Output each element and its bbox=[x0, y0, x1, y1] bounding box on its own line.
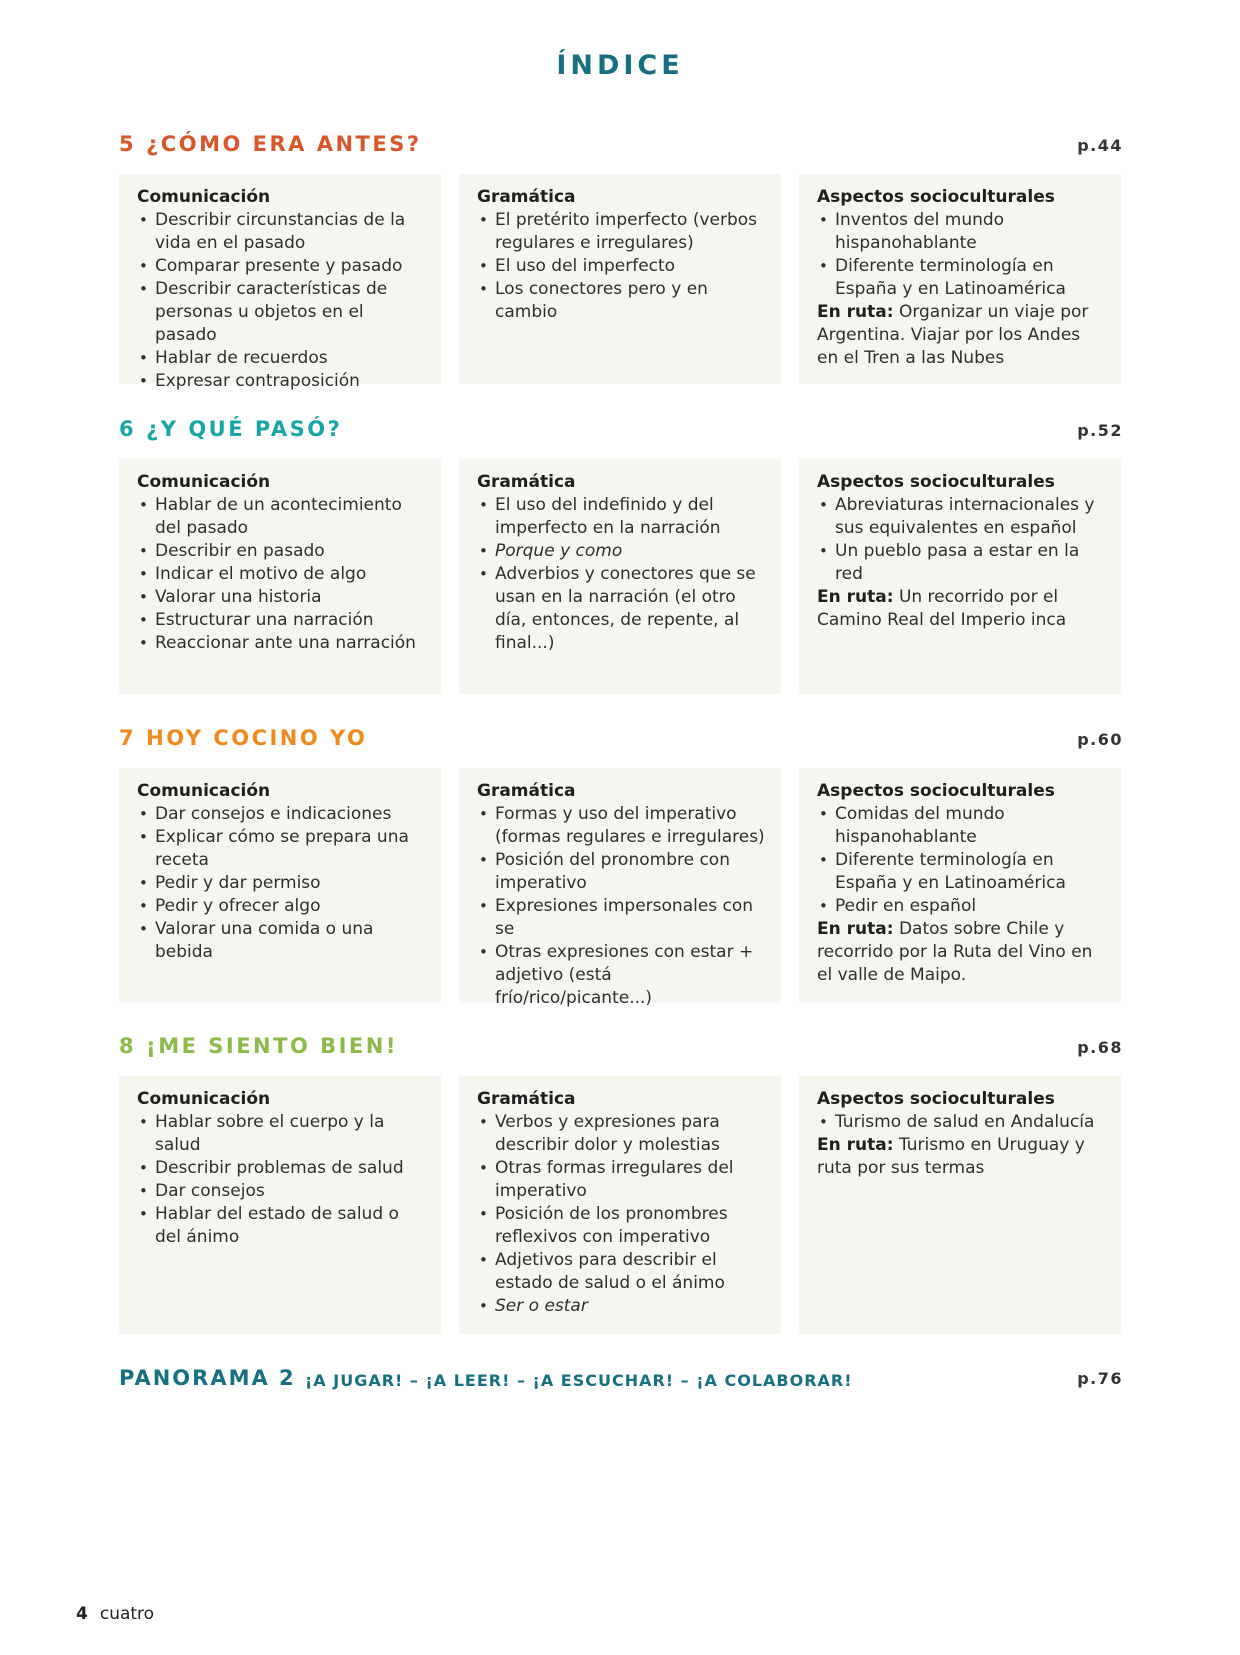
list-item: • El pretérito imperfecto (verbos regulares e irregulares) bbox=[477, 209, 765, 255]
item-list bbox=[817, 209, 1105, 301]
list-item: • Describir en pasado bbox=[137, 540, 425, 563]
comunicacion-box bbox=[119, 1076, 441, 1334]
box-heading: Aspectos socioculturales bbox=[817, 187, 1055, 207]
list-item: • Reaccionar ante una narración bbox=[137, 632, 425, 655]
item-list bbox=[477, 1111, 765, 1318]
unit-header bbox=[119, 722, 1121, 762]
gramatica-box bbox=[459, 1076, 781, 1334]
list-item: • Otras formas irregulares del imperativo bbox=[477, 1157, 765, 1203]
item-list bbox=[137, 209, 425, 393]
box-heading: Comunicación bbox=[137, 187, 271, 207]
item-list bbox=[477, 803, 765, 1010]
comunicacion-box bbox=[119, 174, 441, 391]
box-heading: Comunicación bbox=[137, 781, 271, 801]
list-item: • Verbos y expresiones para describir dolor y molestias bbox=[477, 1111, 765, 1157]
list-item: • Posición de los pronombres reflexivos con imperativo bbox=[477, 1203, 765, 1249]
unit-6 bbox=[119, 413, 1123, 653]
list-item: • Valorar una historia bbox=[137, 586, 425, 609]
box-heading: Gramática bbox=[477, 472, 576, 492]
list-item: • Posición del pronombre con imperativo bbox=[477, 849, 765, 895]
unit-page-ref[interactable]: p.68 bbox=[1077, 1038, 1123, 1057]
list-item: • Pedir y ofrecer algo bbox=[137, 895, 425, 918]
unit-7 bbox=[119, 722, 1123, 1008]
unit-title[interactable] bbox=[119, 726, 367, 750]
list-item: • Dar consejos bbox=[137, 1180, 425, 1203]
panorama-title[interactable]: PANORAMA 2 bbox=[119, 1366, 296, 1390]
box-heading: Gramática bbox=[477, 187, 576, 207]
list-item: • Adjetivos para describir el estado de salud o el ánimo bbox=[477, 1249, 765, 1295]
list-item: • El uso del indefinido y del imperfecto en la narración bbox=[477, 494, 765, 540]
list-item: • Describir características de personas u objetos en el pasado bbox=[137, 278, 425, 347]
en-ruta bbox=[817, 586, 1105, 632]
item-list bbox=[817, 803, 1105, 918]
list-item: • Comidas del mundo hispanohablante bbox=[817, 803, 1105, 849]
socioculturales-box bbox=[799, 1076, 1121, 1334]
panorama-subtitle: ¡A JUGAR! – ¡A LEER! – ¡A ESCUCHAR! – ¡A COLABORAR! bbox=[305, 1371, 853, 1390]
page-word: cuatro bbox=[99, 1604, 155, 1624]
list-item: • Hablar de recuerdos bbox=[137, 347, 425, 370]
page-number: 4 bbox=[76, 1604, 88, 1624]
unit-title-text: ¡ME SIENTO BIEN! bbox=[146, 1034, 398, 1058]
page-title: ÍNDICE bbox=[556, 50, 684, 81]
unit-page-ref[interactable]: p.52 bbox=[1077, 421, 1123, 440]
en-ruta bbox=[817, 301, 1105, 370]
socioculturales-box bbox=[799, 459, 1121, 694]
en-ruta-label: En ruta: bbox=[817, 1135, 894, 1155]
item-list bbox=[477, 209, 765, 324]
list-item: • Los conectores pero y en cambio bbox=[477, 278, 765, 324]
en-ruta-text: Turismo en Uruguay y ruta por sus termas bbox=[817, 1135, 1085, 1178]
item-list bbox=[477, 494, 765, 655]
list-item: • Pedir en español bbox=[817, 895, 1105, 918]
list-item: • Otras expresiones con estar + adjetivo (está frío/rico/picante...) bbox=[477, 941, 765, 1010]
unit-title-text: ¿Y QUÉ PASÓ? bbox=[146, 417, 343, 441]
list-item: • Indicar el motivo de algo bbox=[137, 563, 425, 586]
socioculturales-box bbox=[799, 768, 1121, 1003]
list-item: • Turismo de salud en Andalucía bbox=[817, 1111, 1105, 1134]
en-ruta-label: En ruta: bbox=[817, 919, 894, 939]
en-ruta-text: Un recorrido por el Camino Real del Imperio inca bbox=[817, 587, 1067, 630]
box-heading: Aspectos socioculturales bbox=[817, 472, 1055, 492]
item-list bbox=[137, 494, 425, 655]
list-item: • Describir problemas de salud bbox=[137, 1157, 425, 1180]
unit-header bbox=[119, 413, 1121, 453]
unit-8 bbox=[119, 1030, 1123, 1316]
list-item: • Expresiones impersonales con se bbox=[477, 895, 765, 941]
list-item: • Inventos del mundo hispanohablante bbox=[817, 209, 1105, 255]
socioculturales-box bbox=[799, 174, 1121, 384]
list-item: • Porque y como bbox=[477, 540, 765, 563]
unit-number: 8 bbox=[119, 1034, 137, 1058]
list-item: • Hablar sobre el cuerpo y la salud bbox=[137, 1111, 425, 1157]
list-item: • Describir circunstancias de la vida en el pasado bbox=[137, 209, 425, 255]
list-item: • Diferente terminología en España y en Latinoamérica bbox=[817, 849, 1105, 895]
item-list bbox=[817, 1111, 1105, 1134]
list-item: • Hablar del estado de salud o del ánimo bbox=[137, 1203, 425, 1249]
list-item: • Explicar cómo se prepara una receta bbox=[137, 826, 425, 872]
gramatica-box bbox=[459, 174, 781, 384]
list-item: • Un pueblo pasa a estar en la red bbox=[817, 540, 1105, 586]
en-ruta-text: Datos sobre Chile y recorrido por la Ruta del Vino en el valle de Maipo. bbox=[817, 919, 1093, 985]
list-item: • Expresar contraposición bbox=[137, 370, 425, 393]
box-heading: Comunicación bbox=[137, 1089, 271, 1109]
panorama-2 bbox=[119, 1366, 1121, 1396]
unit-page-ref[interactable]: p.44 bbox=[1077, 136, 1123, 155]
unit-number: 6 bbox=[119, 417, 137, 441]
comunicacion-box bbox=[119, 459, 441, 694]
item-list bbox=[137, 803, 425, 964]
box-heading: Gramática bbox=[477, 1089, 576, 1109]
unit-title-text: HOY COCINO YO bbox=[146, 726, 368, 750]
unit-5 bbox=[119, 128, 1123, 391]
list-item: • Formas y uso del imperativo (formas regulares e irregulares) bbox=[477, 803, 765, 849]
comunicacion-box bbox=[119, 768, 441, 1003]
box-heading: Comunicación bbox=[137, 472, 271, 492]
en-ruta-label: En ruta: bbox=[817, 302, 894, 322]
en-ruta-text: Organizar un viaje por Argentina. Viajar por los Andes en el Tren a las Nubes bbox=[817, 302, 1089, 368]
item-list bbox=[137, 1111, 425, 1249]
list-item: • Ser o estar bbox=[477, 1295, 765, 1318]
unit-header bbox=[119, 1030, 1121, 1070]
gramatica-box bbox=[459, 459, 781, 694]
list-item: • Estructurar una narración bbox=[137, 609, 425, 632]
unit-title[interactable] bbox=[119, 1034, 398, 1058]
en-ruta bbox=[817, 918, 1105, 987]
panorama-page-ref[interactable]: p.76 bbox=[1077, 1369, 1123, 1388]
box-heading: Aspectos socioculturales bbox=[817, 1089, 1055, 1109]
list-item: • Comparar presente y pasado bbox=[137, 255, 425, 278]
en-ruta-label: En ruta: bbox=[817, 587, 894, 607]
unit-title[interactable] bbox=[119, 417, 342, 441]
list-item: • Adverbios y conectores que se usan en la narración (el otro día, entonces, de repente, al final...) bbox=[477, 563, 765, 655]
unit-title[interactable] bbox=[119, 132, 422, 156]
list-item: • El uso del imperfecto bbox=[477, 255, 765, 278]
page-footer bbox=[76, 1604, 154, 1624]
list-item: • Diferente terminología en España y en Latinoamérica bbox=[817, 255, 1105, 301]
gramatica-box bbox=[459, 768, 781, 1008]
unit-title-text: ¿CÓMO ERA ANTES? bbox=[146, 132, 422, 156]
unit-number: 7 bbox=[119, 726, 137, 750]
unit-number: 5 bbox=[119, 132, 137, 156]
list-item: • Abreviaturas internacionales y sus equivalentes en español bbox=[817, 494, 1105, 540]
unit-page-ref[interactable]: p.60 bbox=[1077, 730, 1123, 749]
list-item: • Hablar de un acontecimiento del pasado bbox=[137, 494, 425, 540]
unit-header bbox=[119, 128, 1121, 168]
item-list bbox=[817, 494, 1105, 586]
box-heading: Aspectos socioculturales bbox=[817, 781, 1055, 801]
list-item: • Pedir y dar permiso bbox=[137, 872, 425, 895]
list-item: • Dar consejos e indicaciones bbox=[137, 803, 425, 826]
list-item: • Valorar una comida o una bebida bbox=[137, 918, 425, 964]
en-ruta bbox=[817, 1134, 1105, 1180]
box-heading: Gramática bbox=[477, 781, 576, 801]
